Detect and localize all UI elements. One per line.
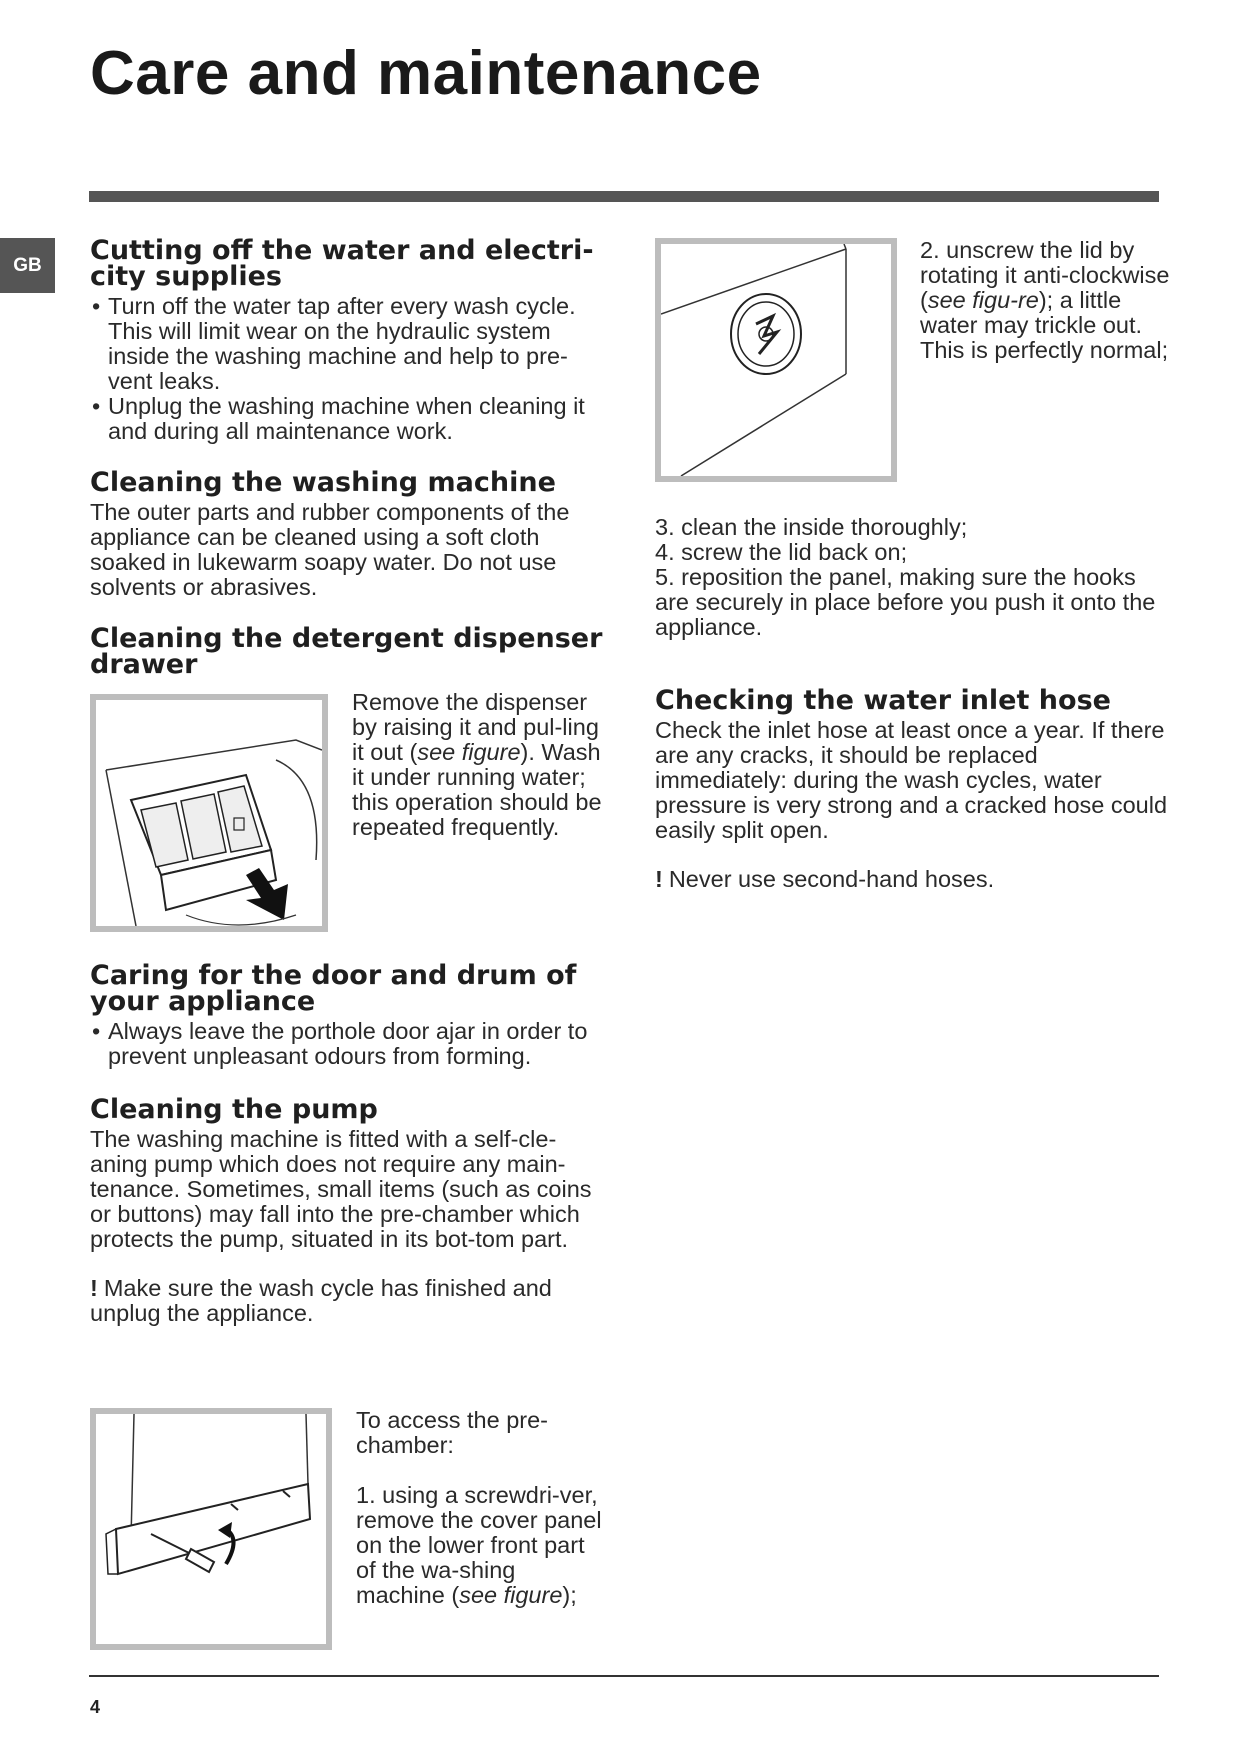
paragraph: The outer parts and rubber components of the appliance can be cleaned using a soft cloth soaked in lukewarm soapy water. Do not use solvents or abrasives. — [90, 499, 570, 600]
warning-note: ! Make sure the wash cycle has finished and unplug the appliance. — [90, 1275, 552, 1326]
bullet-list — [90, 1019, 610, 1069]
section-heading: Checking the water inlet hose — [655, 685, 1111, 716]
bottom-divider — [89, 1675, 1159, 1677]
page-number: 4 — [90, 1697, 101, 1717]
warning-icon: ! — [90, 1275, 98, 1301]
section-dispenser — [90, 623, 610, 680]
language-tab: GB — [0, 238, 55, 293]
pump-access-text — [356, 1408, 606, 1608]
dispenser-drawer-illustration — [96, 700, 322, 926]
section-heading: Cleaning the washing machine — [90, 467, 556, 498]
paragraph: Check the inlet hose at least once a year. If there are any cracks, it should be replaced immediately: during the wash cycles, water pressure is very strong and a cracked hose could easily split open. — [655, 717, 1168, 843]
section-heading: Cleaning the pump — [90, 1094, 378, 1125]
step-4: 4. screw the lid back on; — [655, 539, 908, 565]
section-cutoff — [90, 235, 610, 444]
paragraph: To access the pre-chamber: — [356, 1407, 549, 1458]
section-heading: Cutting off the water and electri-city supplies — [90, 235, 594, 292]
list-item: • Turn off the water tap after every wash cycle. This will limit wear on the hydraulic system inside the washing machine and help to pre-vent leaks. — [90, 294, 610, 394]
page-title: Care and maintenance — [90, 39, 762, 108]
section-pump — [90, 1094, 610, 1326]
warning-icon: ! — [655, 866, 663, 892]
step-1: 1. using a screwdri-ver, remove the cover panel on the lower front part of the wa-shing machine (see figure); — [356, 1482, 602, 1608]
bullet-list — [90, 294, 610, 444]
step-5: 5. reposition the panel, making sure the hooks are securely in place before you push it onto the appliance. — [655, 564, 1156, 640]
section-cleaning-machine — [90, 467, 610, 600]
top-divider — [89, 191, 1159, 202]
section-heading: Cleaning the detergent dispenser drawer — [90, 623, 603, 680]
section-door-drum — [90, 960, 610, 1069]
section-inlet-hose — [655, 685, 1170, 892]
list-item: • Unplug the washing machine when cleaning it and during all maintenance work. — [90, 394, 610, 444]
pump-lid-figure — [655, 238, 897, 482]
dispenser-drawer-figure — [90, 694, 328, 932]
steps-3-5 — [655, 515, 1170, 640]
dispenser-text: Remove the dispenser by raising it and pul-ling it out (see figure). Wash it under running water; this operation should be repeated frequently. — [352, 689, 602, 840]
pump-lid-illustration — [661, 244, 891, 476]
cover-panel-figure — [90, 1408, 332, 1650]
cover-panel-illustration — [96, 1414, 326, 1644]
section-heading: Caring for the door and drum of your appliance — [90, 960, 577, 1017]
step-2: 2. unscrew the lid by rotating it anti-clockwise (see figu-re); a little water may trickle out. This is perfectly normal; — [920, 237, 1170, 363]
step-3: 3. clean the inside thoroughly; — [655, 514, 968, 540]
list-item: • Always leave the porthole door ajar in order to prevent unpleasant odours from forming. — [90, 1019, 610, 1069]
warning-note: ! Never use second-hand hoses. — [655, 866, 995, 892]
paragraph: The washing machine is fitted with a self-cle-aning pump which does not require any main-tenance. Sometimes, small items (such as coins or buttons) may fall into the pre-chamber which protects the pump, situated in its bot-tom part. — [90, 1126, 592, 1252]
